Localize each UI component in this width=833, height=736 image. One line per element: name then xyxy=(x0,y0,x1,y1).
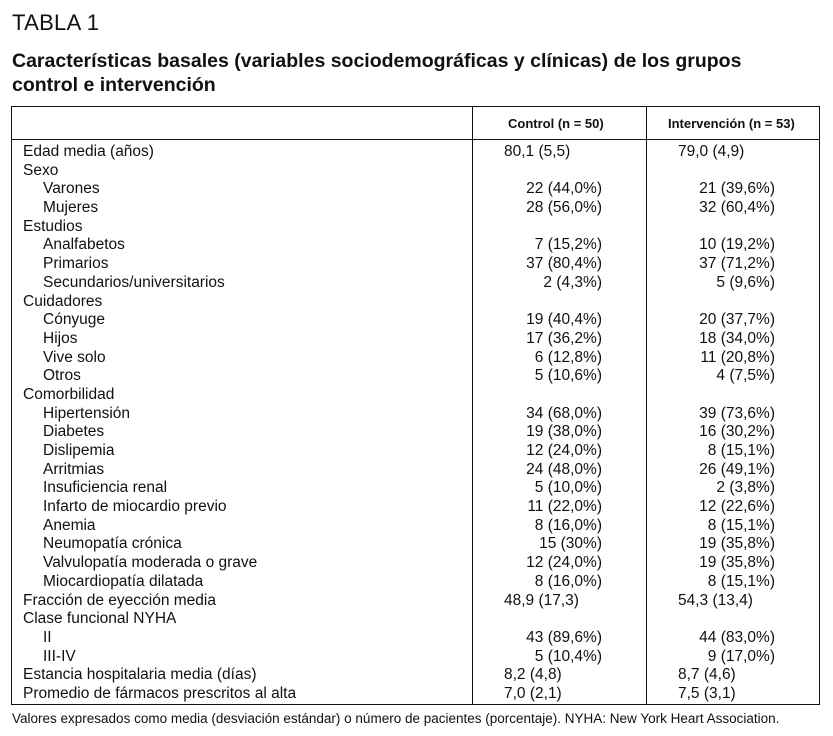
cell-intervencion: 20 (37,7%) xyxy=(699,311,775,329)
table-row xyxy=(12,330,819,349)
row-label: Vive solo xyxy=(43,348,106,366)
table-row xyxy=(12,554,819,573)
cell-intervencion: 19 (35,8%) xyxy=(699,535,775,553)
table-row xyxy=(12,255,819,274)
table-row xyxy=(12,592,819,611)
table-row xyxy=(12,236,819,255)
table-footnote: Valores expresados como media (desviación estándar) o número de pacientes (porcentaje). NYHA: New York Heart Association. xyxy=(12,711,780,726)
table-row xyxy=(12,479,819,498)
cell-intervencion: 26 (49,1%) xyxy=(699,460,775,478)
cell-control: 34 (68,0%) xyxy=(526,404,602,422)
table-row xyxy=(12,461,819,480)
cell-control: 5 (10,4%) xyxy=(534,647,602,665)
table-row xyxy=(12,648,819,667)
cell-intervencion: 8 (15,1%) xyxy=(707,442,775,459)
row-label: Sexo xyxy=(23,161,59,179)
table-row xyxy=(12,180,819,199)
table-row xyxy=(12,629,819,648)
cell-control: 28 (56,0%) xyxy=(526,199,602,217)
row-label: Cuidadores xyxy=(23,292,103,310)
table-row xyxy=(12,218,819,237)
row-label: Fracción de eyección media xyxy=(23,591,216,609)
cell-intervencion: 79,0 (4,9) xyxy=(678,143,745,160)
table-row xyxy=(12,498,819,517)
cell-intervencion: 4 (7,5%) xyxy=(716,367,775,385)
cell-intervencion: 12 (22,6%) xyxy=(699,498,775,516)
cell-control: 5 (10,6%) xyxy=(534,367,602,385)
cell-control: 80,1 (5,5) xyxy=(504,143,571,160)
row-label: Dislipemia xyxy=(43,442,115,459)
cell-control: 12 (24,0%) xyxy=(526,442,602,459)
data-table xyxy=(11,106,820,705)
cell-control: 8 (16,0%) xyxy=(534,516,602,534)
row-label: Insuficiencia renal xyxy=(43,479,168,497)
cell-control: 11 (22,0%) xyxy=(527,498,602,516)
cell-intervencion: 5 (9,6%) xyxy=(716,273,775,291)
table-row xyxy=(12,349,819,368)
cell-control: 19 (38,0%) xyxy=(526,423,602,441)
table-row xyxy=(12,274,819,293)
cell-control: 19 (40,4%) xyxy=(526,311,602,329)
cell-control: 5 (10,0%) xyxy=(534,479,602,497)
cell-intervencion: 19 (35,8%) xyxy=(699,554,775,572)
table-row xyxy=(12,442,819,461)
column-header-intervencion: Intervención (n = 53) xyxy=(668,116,795,131)
table-row xyxy=(12,666,819,685)
table-row xyxy=(12,535,819,554)
cell-intervencion: 39 (73,6%) xyxy=(699,404,775,422)
row-label: Secundarios/universitarios xyxy=(43,273,225,291)
cell-intervencion: 10 (19,2%) xyxy=(699,236,775,254)
cell-intervencion: 2 (3,8%) xyxy=(716,479,775,497)
cell-intervencion: 11 (20,8%) xyxy=(700,348,775,366)
table-row xyxy=(12,610,819,629)
cell-control: 48,9 (17,3) xyxy=(504,591,579,609)
table-body xyxy=(12,143,819,704)
cell-intervencion: 18 (34,0%) xyxy=(699,329,775,347)
table-label: TABLA 1 xyxy=(12,10,100,35)
row-label: Neumopatía crónica xyxy=(43,535,182,553)
cell-control: 22 (44,0%) xyxy=(526,180,602,198)
table-row xyxy=(12,367,819,386)
row-label: Mujeres xyxy=(43,199,99,217)
row-label: Estudios xyxy=(23,217,83,235)
header-divider xyxy=(12,139,819,140)
row-label: Primarios xyxy=(43,255,109,273)
row-label: Estancia hospitalaria media (días) xyxy=(23,666,257,684)
cell-intervencion: 16 (30,2%) xyxy=(699,423,775,441)
cell-control: 37 (80,4%) xyxy=(526,255,602,273)
cell-control: 43 (89,6%) xyxy=(526,628,602,646)
row-label: Otros xyxy=(43,367,81,385)
cell-control: 7,0 (2,1) xyxy=(504,684,562,702)
row-label: Valvulopatía moderada o grave xyxy=(43,554,258,572)
cell-intervencion: 8 (15,1%) xyxy=(707,516,775,534)
table-row xyxy=(12,517,819,536)
row-label: Comorbilidad xyxy=(23,385,115,403)
row-label: Promedio de fármacos prescritos al alta xyxy=(23,684,297,702)
row-label: Varones xyxy=(43,180,100,198)
cell-control: 8,2 (4,8) xyxy=(504,666,562,684)
cell-control: 12 (24,0%) xyxy=(526,554,602,572)
cell-intervencion: 37 (71,2%) xyxy=(699,255,775,273)
cell-control: 2 (4,3%) xyxy=(543,273,602,291)
table-title: Características basales (variables sociodemográficas y clínicas) de los grupos control e intervención xyxy=(12,50,742,96)
cell-control: 24 (48,0%) xyxy=(526,460,602,478)
row-label: Cónyuge xyxy=(43,311,106,329)
row-label: Hipertensión xyxy=(43,404,131,422)
table-row xyxy=(12,405,819,424)
row-label: III-IV xyxy=(43,647,76,665)
table-row xyxy=(12,423,819,442)
cell-control: 7 (15,2%) xyxy=(534,236,602,254)
cell-intervencion: 32 (60,4%) xyxy=(699,199,775,217)
row-label: Anemia xyxy=(43,516,96,534)
table-row xyxy=(12,573,819,592)
table-row xyxy=(12,293,819,312)
table-row xyxy=(12,311,819,330)
table-row xyxy=(12,386,819,405)
table-row xyxy=(12,685,819,704)
cell-intervencion: 8,7 (4,6) xyxy=(678,666,736,684)
column-header-control: Control (n = 50) xyxy=(508,116,604,131)
table-row xyxy=(12,199,819,218)
row-label: Clase funcional NYHA xyxy=(23,610,177,628)
cell-intervencion: 7,5 (3,1) xyxy=(678,684,736,702)
cell-control: 6 (12,8%) xyxy=(534,348,602,366)
row-label: Hijos xyxy=(43,329,78,347)
row-label: II xyxy=(43,628,52,646)
row-label: Analfabetos xyxy=(43,236,125,254)
row-label: Diabetes xyxy=(43,423,105,441)
cell-control: 17 (36,2%) xyxy=(526,329,602,347)
cell-intervencion: 9 (17,0%) xyxy=(707,647,775,665)
cell-control: 8 (16,0%) xyxy=(534,572,602,590)
row-label: Edad media (años) xyxy=(23,143,154,160)
table-row xyxy=(12,162,819,181)
cell-intervencion: 21 (39,6%) xyxy=(699,180,775,198)
table-row xyxy=(12,143,819,162)
cell-control: 15 (30%) xyxy=(539,535,602,553)
row-label: Arritmias xyxy=(43,460,105,478)
cell-intervencion: 44 (83,0%) xyxy=(699,628,775,646)
cell-intervencion: 54,3 (13,4) xyxy=(678,591,753,609)
cell-intervencion: 8 (15,1%) xyxy=(707,572,775,590)
row-label: Miocardiopatía dilatada xyxy=(43,572,204,590)
row-label: Infarto de miocardio previo xyxy=(43,498,227,516)
